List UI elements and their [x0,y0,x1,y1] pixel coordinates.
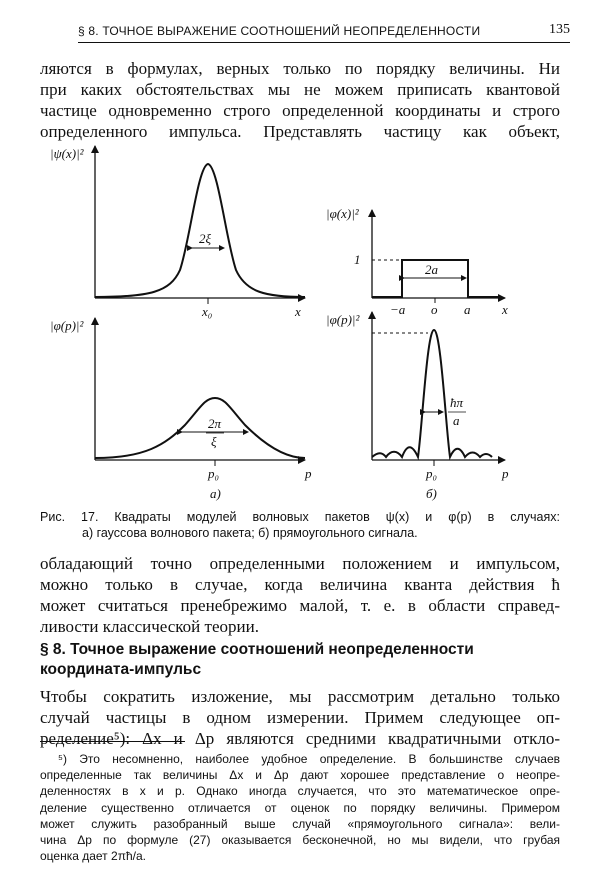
caption-line: а) гауссова волнового пакета; б) прямоугольного сигнала. [82,526,418,540]
width-label-denominator: a [453,413,460,428]
text-line: при каких обстоятельствах мы не можем приписать квантовой [40,80,560,99]
figure-17 [50,140,530,510]
x-axis-label: p [502,466,509,481]
plot-a-top [50,146,305,319]
paragraph-continuation [40,553,560,637]
running-head-title: § 8. ТОЧНОЕ ВЫРАЖЕНИЕ СООТНОШЕНИЙ НЕОПРЕДЕЛЕННОСТИ [78,24,481,38]
width-label-denominator: ξ [211,434,217,449]
text-line: случай частицы в одном измерении. Примем следующее оп- [40,708,560,727]
tick-label: −a [390,302,406,317]
level-label: 1 [354,252,361,267]
y-axis-label: |φ(p)|² [50,318,84,333]
section-heading [40,640,560,680]
plot-a-bottom [50,318,312,501]
tick-label: o [431,302,438,317]
center-label: p₀ [208,466,220,481]
footnote-line: оценка дает 2πħ/a. [40,849,146,864]
footnote-line: ⁵) Это несомненно, наиболее удобное определение. В большинстве случаев [58,752,560,766]
plot-b-top [326,206,508,317]
footnote-line: деление существенно отличается от оценок по порядку величины. Примером [40,800,560,815]
panel-label-a: а) [210,486,221,501]
center-label: x₀ [202,304,213,319]
text-line: ляются в формулах, верных только по порядку величины. Ни [40,59,560,78]
y-axis-label: |ψ(x)|² [50,146,84,161]
y-axis-label: |φ(p)|² [326,312,360,327]
paragraph-intro [40,58,560,142]
plot-b-bottom [326,312,509,501]
section-heading-line: § 8. Точное выражение соотношений неопределенности [40,641,474,658]
text-line: частице одновременно строго определенной координаты и строго [40,101,560,120]
text-line: Чтобы сократить изложение, мы рассмотрим детально только [40,687,560,706]
footnote-line: может служить разобранный выше случай «прямоугольного сигнала»: вели- [40,816,560,831]
width-label-numerator: ħπ [450,395,464,410]
width-label: 2a [425,262,438,277]
x-axis-label: x [295,304,301,319]
text-line: определенного импульса. Представлять частицу как объект, [40,122,560,141]
page-number: 135 [549,22,570,37]
width-label-numerator: 2π [208,416,222,431]
footnote-line: деленностях в x и p. Однако иногда случается, что это математическое опре- [40,784,560,799]
footnote [40,751,560,864]
center-label: p₀ [426,466,438,481]
footnote-line: определенные так величины Δx и Δp дают хорошее представление о неопре- [40,768,560,783]
caption-line: Рис. 17. Квадраты модулей волновых пакетов ψ(x) и φ(p) в случаях: [40,510,560,524]
paragraph-section-body [40,686,560,749]
footnote-line: чина Δp по формуле (27) оказывается бесконечной, но мы видели, что грубая [40,833,560,848]
x-axis-label: p [305,466,312,481]
x-axis-label: x [502,302,508,317]
figure-caption [40,509,560,541]
figure-17-graphics [50,140,530,510]
tick-label: a [464,302,471,317]
text-line: может считаться пренебрежимо малой, т. е. в области справед- [40,596,560,615]
y-axis-label: |φ(x)|² [326,206,359,221]
text-line: обладающий точно определенными положением и импульсом, [40,554,560,573]
section-heading-line: координата-импульс [40,661,202,678]
running-head [78,24,570,43]
footnote-divider [40,741,185,742]
text-line: можно только в случае, когда величина кванта действия ħ [40,575,560,594]
text-line: ливости классической теории. [40,617,259,636]
gaussian-curve [95,398,305,458]
text-line: ределение⁵): Δx и Δp являются средними квадратичными откло- [40,729,560,748]
panel-label-b: б) [426,486,437,501]
sinc-squared-curve [372,330,492,457]
width-label: 2ξ [199,231,212,246]
